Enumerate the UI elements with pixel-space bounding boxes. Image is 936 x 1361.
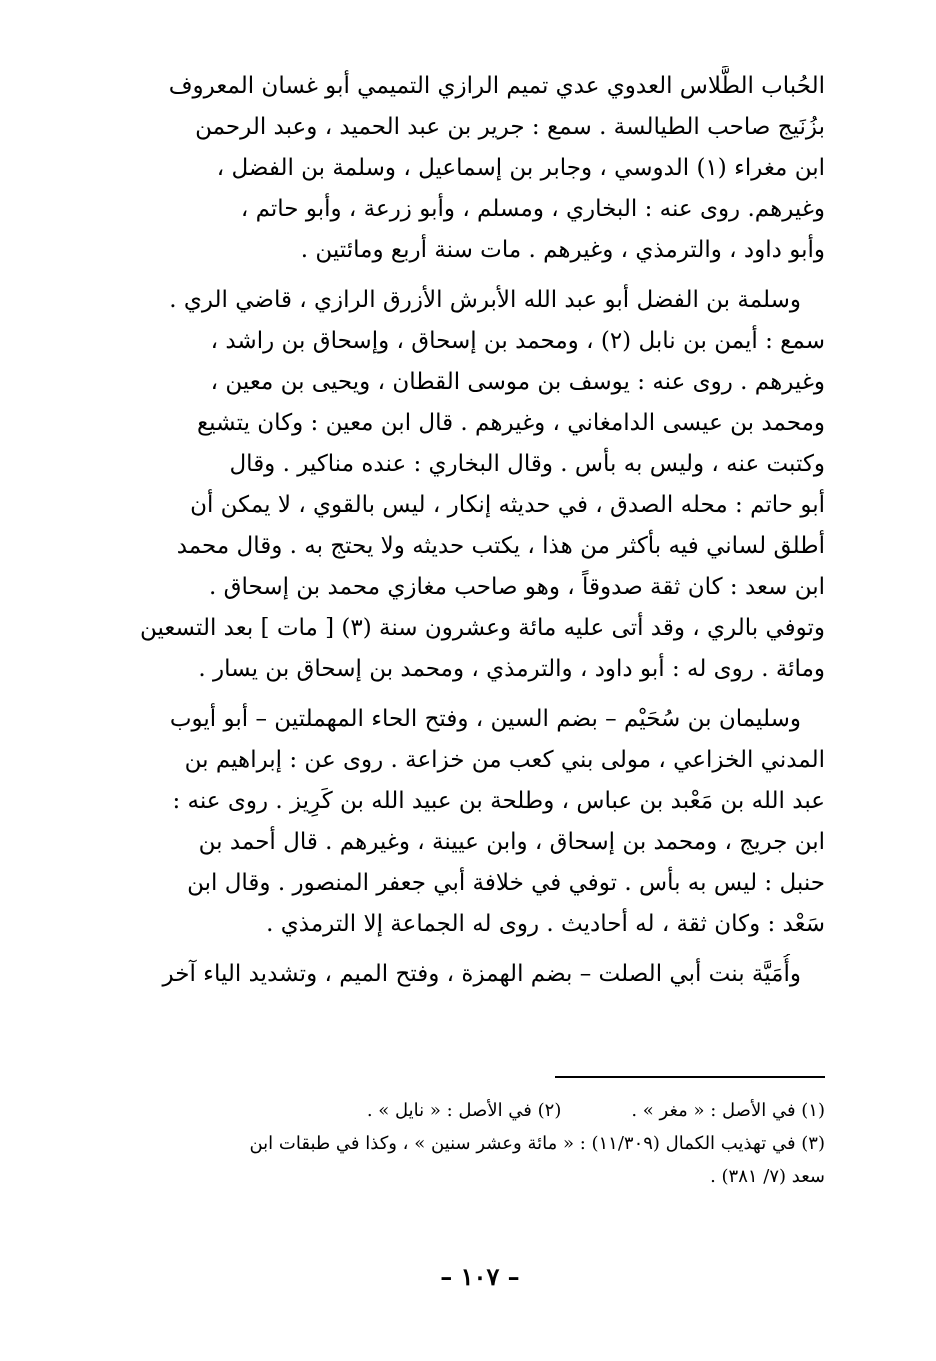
text-line: ابن سعد : كان ثقة صدوقاً ، وهو صاحب مغازي محمد بن إسحاق .: [209, 574, 825, 600]
footnote-row: [135, 1094, 825, 1127]
text-line: ابن جريج ، ومحمد بن إسحاق ، وابن عيينة ، وغيرهم . قال أحمد بن: [198, 829, 825, 855]
text-line: الحُباب الطَّلاس العدوي عدي تميم الرازي التميمي أبو غسان المعروف: [168, 73, 825, 99]
text-line: أطلق لساني فيه بأكثر من هذا ، يكتب حديثه ولا يحتج به . وقال محمد: [176, 533, 825, 559]
text-line: وكتبت عنه ، وليس به بأس . وقال البخاري : عنده مناكير . وقال: [229, 451, 825, 477]
paragraph-umayya: [135, 954, 825, 995]
text-line: عبد الله بن مَعْبد بن عباس ، وطلحة بن عبيد الله بن كَرِيز . روى عنه :: [172, 788, 825, 814]
text-line: وأُمَيَّة بنت أبي الصلت – بضم الهمزة ، وفتح الميم ، وتشديد الياء آخر: [162, 961, 801, 987]
paragraph-zunayj: [135, 66, 825, 271]
text-line: ابن مغراء (١) الدوسي ، وجابر بن إسماعيل ، وسلمة بن الفضل ،: [216, 155, 825, 181]
footnotes: [135, 1094, 825, 1193]
text-line: وأبو داود ، والترمذي ، وغيرهم . مات سنة أربع ومائتين .: [300, 237, 825, 263]
text-line: وتوفي بالري ، وقد أتى عليه مائة وعشرون سنة (٣) [ مات ] بعد التسعين: [139, 615, 825, 641]
text-line: أبو حاتم : محله الصدق ، في حديثه إنكار ، ليس بالقوي ، لا يمكن أن: [190, 492, 825, 518]
paragraph-salama: [135, 280, 825, 690]
footnote-3-continued: سعد (٧/ ٣٨١) .: [710, 1166, 825, 1187]
footnote-2: (٢) في الأصل : « نايل » .: [366, 1100, 562, 1121]
text-line: وسليمان بن سُحَيْم – بضم السين ، وفتح الحاء المهملتين – أبو أيوب: [169, 706, 801, 732]
text-line: حنبل : ليس به بأس . توفي في خلافة أبي جعفر المنصور . وقال ابن: [187, 870, 825, 896]
text-line: ومائة . روى له : أبو داود ، والترمذي ، ومحمد بن إسحاق بن يسار .: [198, 656, 825, 682]
text-line: وغيرهم. روى عنه : البخاري ، ومسلم ، وأبو زرعة ، وأبو حاتم ،: [240, 196, 825, 222]
footnote-1: (١) في الأصل : « مغر » .: [631, 1100, 825, 1121]
footnote-divider: [555, 1076, 825, 1078]
main-text: [135, 66, 825, 995]
text-line: سَعْد : وكان ثقة ، له أحاديث . روى له الجماعة إلا الترمذي .: [266, 911, 825, 937]
text-line: وغيرهم . روى عنه : يوسف بن موسى القطان ، ويحيى بن معين ،: [210, 369, 825, 395]
text-line: سمع : أيمن بن نابل (٢) ، ومحمد بن إسحاق ، وإسحاق بن راشد ،: [210, 328, 825, 354]
page-number: – ١٠٧ –: [440, 1262, 520, 1291]
document-page: [135, 66, 825, 1296]
footnote-3: (٣) في تهذيب الكمال (١١/٣٠٩) : « مائة وعشر سنين » ، وكذا في طبقات ابن: [249, 1133, 825, 1154]
text-line: المدني الخزاعي ، مولى بني كعب من خزاعة . روى عن : إبراهيم بن: [184, 747, 825, 773]
text-line: ومحمد بن عيسى الدامغاني ، وغيرهم . قال ابن معين : وكان يتشيع: [196, 410, 825, 436]
text-line: وسلمة بن الفضل أبو عبد الله الأبرش الأزرق الرازي ، قاضي الري .: [169, 287, 801, 313]
text-line: بزُنَيج صاحب الطيالسة . سمع : جرير بن عبد الحميد ، وعبد الرحمن: [195, 114, 825, 140]
paragraph-sulayman: [135, 699, 825, 945]
